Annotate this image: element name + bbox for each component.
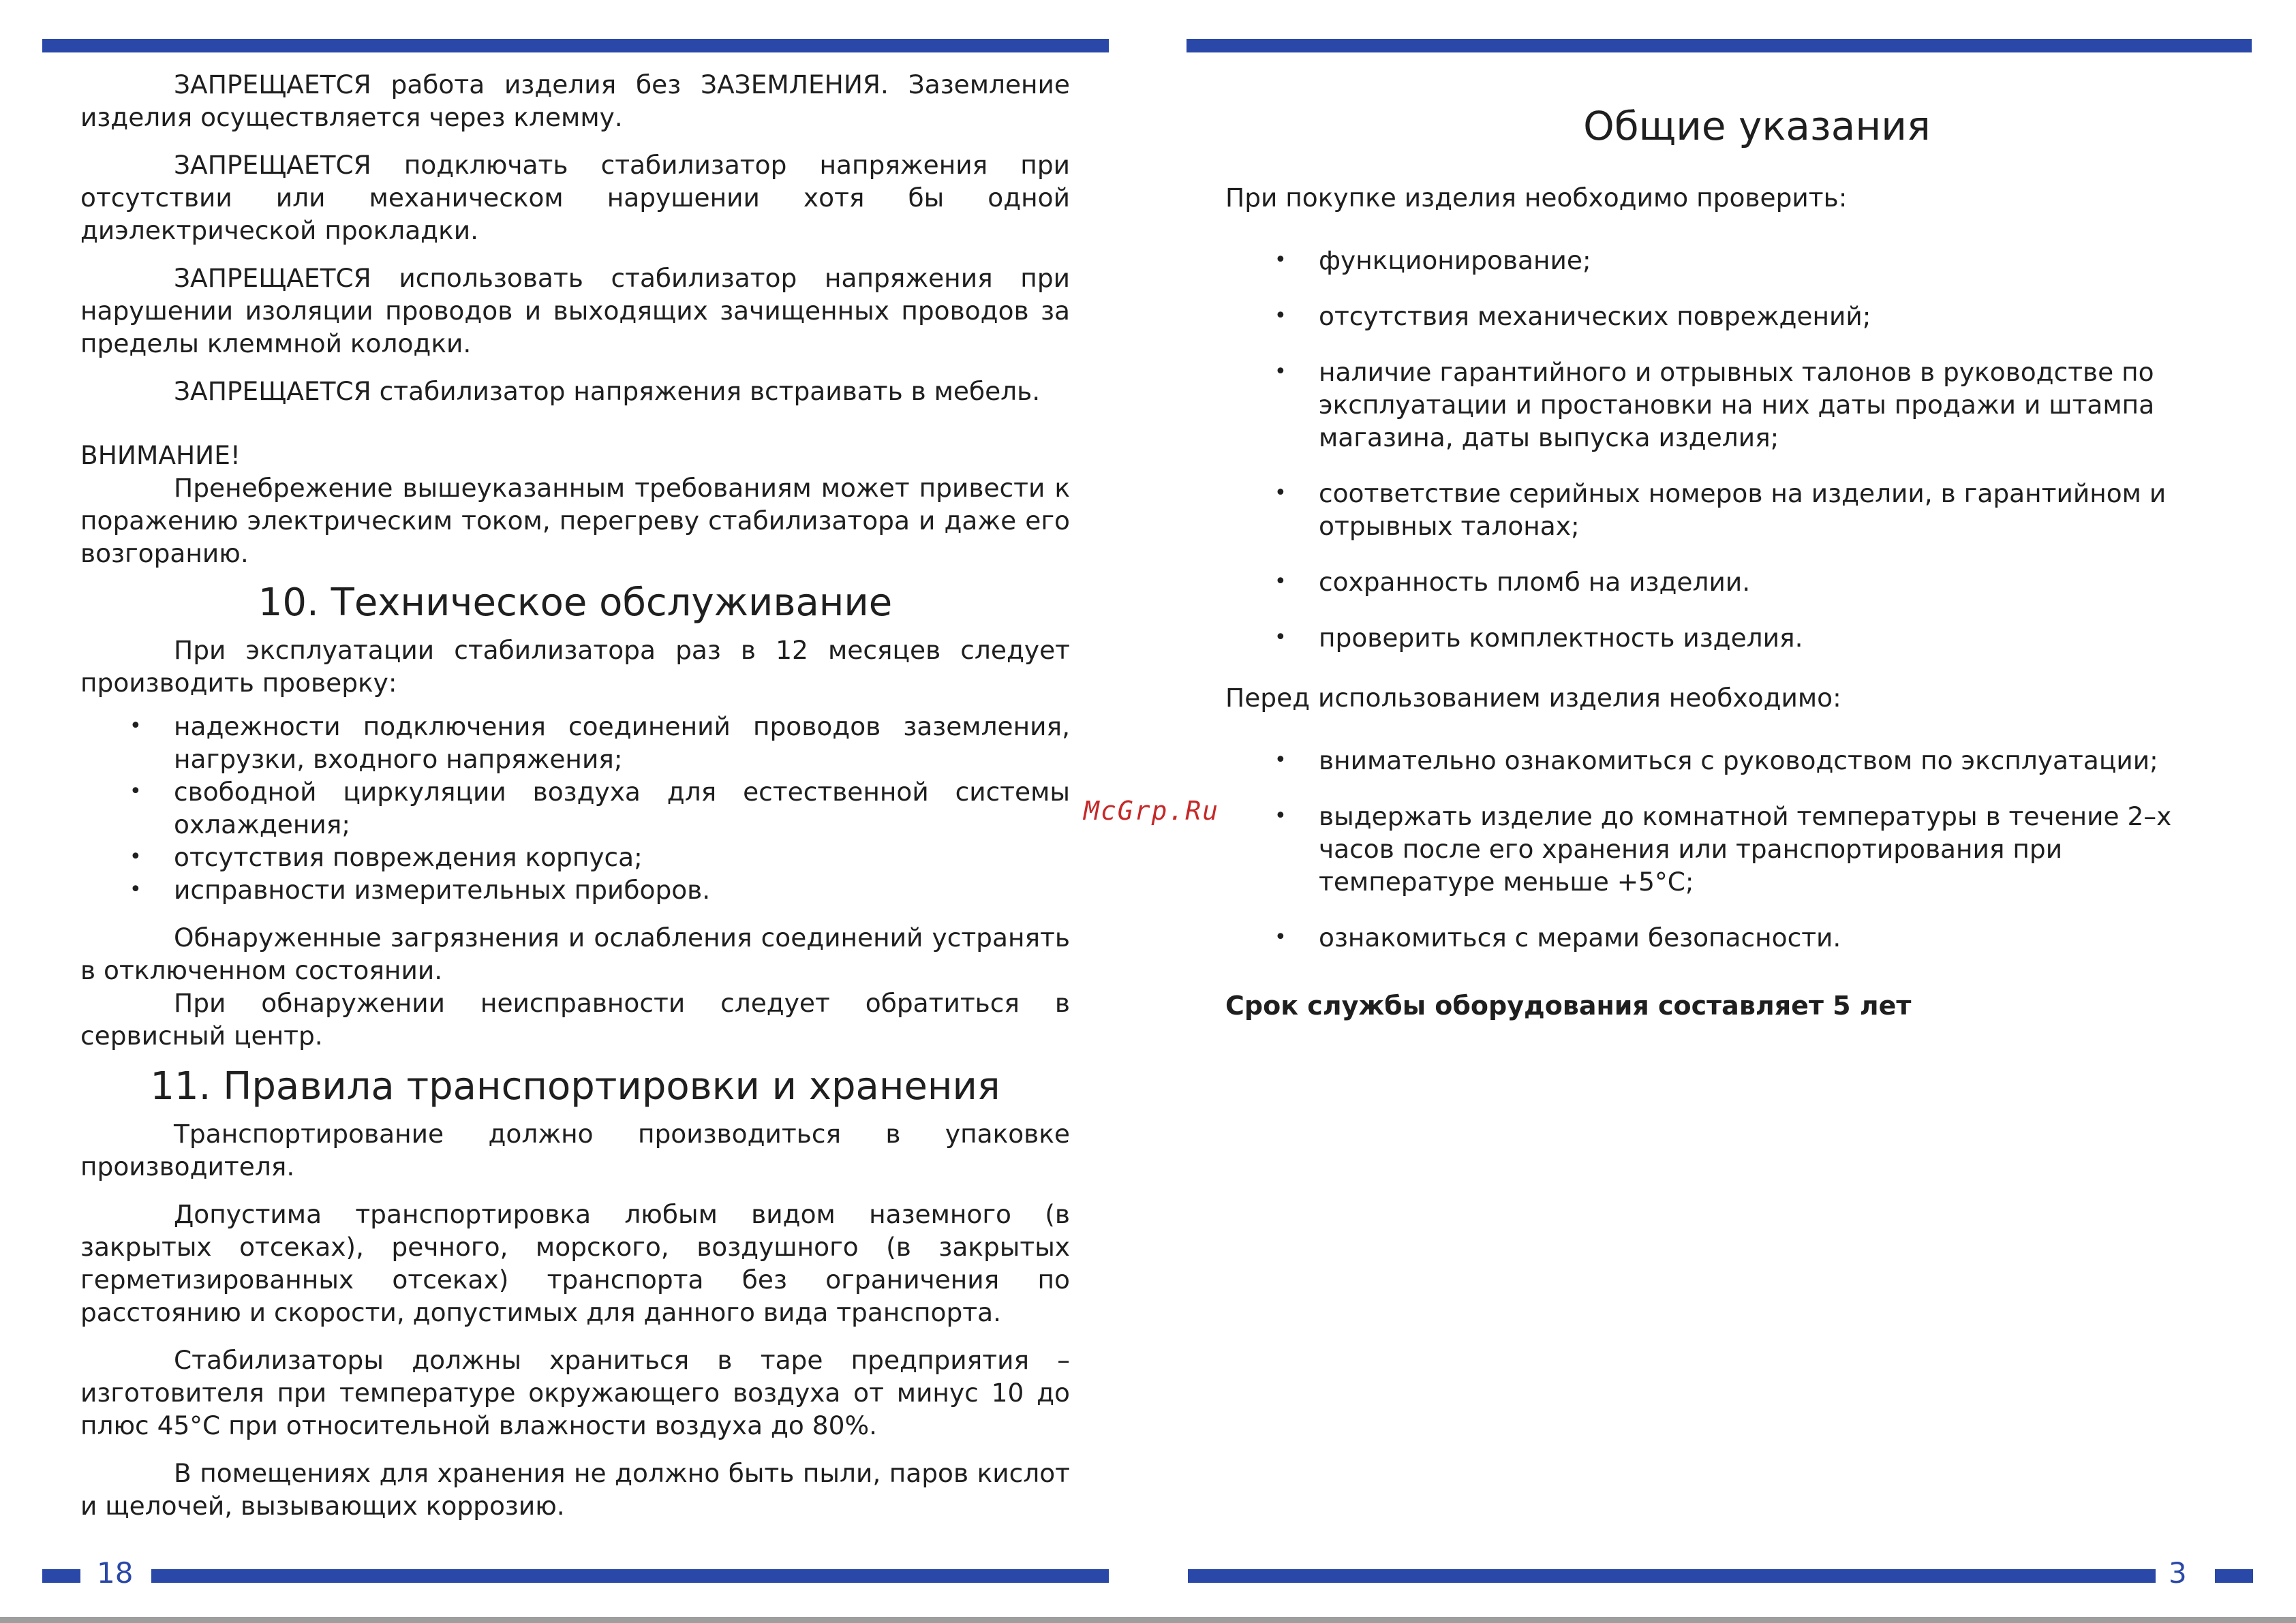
maintenance-note: Обнаруженные загрязнения и ослабления соединений устранять в отключенном состоянии. [80, 923, 1070, 985]
list-item: • отсутствия повреждения корпуса; [80, 841, 1070, 874]
list-item: • сохранность пломб на изделии. [1225, 566, 2207, 598]
transport-paragraph: Транспортирование должно производиться в упаковке производителя. [80, 1119, 1070, 1181]
list-item: • ознакомиться с мерами безопасности. [1225, 921, 2207, 954]
storage-paragraph: Стабилизаторы должны храниться в таре предприятия – изготовителя при температуре окружающего воздуха от минус 10 до плюс 45°С при относительной влажности воздуха до 80%. [80, 1345, 1070, 1440]
top-bar-left [42, 39, 1109, 52]
warning-paragraph: ЗАПРЕЩАЕТСЯ использовать стабилизатор напряжения при нарушении изоляции проводов и выходящих зачищенных проводов за пределы клеммной колодки. [80, 263, 1070, 358]
right-page [1225, 68, 2207, 1022]
bottom-edge [0, 1617, 2296, 1623]
service-life-note: Срок службы оборудования составляет 5 лет [1225, 991, 1912, 1021]
page-number-right: 3 [2169, 1556, 2187, 1590]
page-title: Общие указания [1583, 103, 1931, 149]
list-item: • надежности подключения соединений проводов заземления, нагрузки, входного напряжения; [80, 710, 1070, 775]
left-page [80, 68, 1070, 1537]
bottom-bar-left [151, 1569, 1109, 1583]
service-center-note: При обнаружении неисправности следует обратиться в сервисный центр. [80, 988, 1070, 1051]
watermark: McGrp.Ru [1084, 796, 1220, 826]
usage-intro: Перед использованием изделия необходимо: [1225, 683, 1841, 713]
list-item: • выдержать изделие до комнатной температуры в течение 2–х часов после его хранения или транспортирования при температуре меньше +5°С; [1225, 800, 2207, 898]
section-10-heading: 10. Техническое обслуживание [258, 581, 893, 625]
attention-label: ВНИМАНИЕ! [80, 440, 241, 470]
warning-paragraph: ЗАПРЕЩАЕТСЯ стабилизатор напряжения встраивать в мебель. [174, 376, 1041, 406]
attention-text: Пренебрежение вышеуказанным требованиям может привести к поражению электрическим током, перегреву стабилизатора и даже его возгоранию. [80, 473, 1070, 568]
bottom-bar-left-stub [42, 1569, 80, 1583]
list-item: • исправности измерительных приборов. [80, 874, 1070, 906]
page-number-left: 18 [97, 1556, 134, 1590]
transport-paragraph: Допустима транспортировка любым видом наземного (в закрытых отсеках), речного, морского, воздушного (в закрытых герметизированных отсеках) транспорта без ограничения по расстоянию и скорости, допустимых для данного вида транспорта. [80, 1199, 1070, 1327]
list-item: • проверить комплектность изделия. [1225, 621, 2207, 654]
warning-paragraph: ЗАПРЕЩАЕТСЯ подключать стабилизатор напряжения при отсутствии или механическом нарушении хотя бы одной диэлектрической прокладки. [80, 150, 1070, 245]
usage-checklist [1225, 744, 2207, 954]
list-item: • соответствие серийных номеров на изделии, в гарантийном и отрывных талонах; [1225, 477, 2207, 542]
maintenance-checklist [80, 710, 1070, 906]
purchase-intro: При покупке изделия необходимо проверить: [1225, 183, 1848, 213]
list-item: • функционирование; [1225, 244, 2207, 277]
warning-paragraph: ЗАПРЕЩАЕТСЯ работа изделия без ЗАЗЕМЛЕНИЯ. Заземление изделия осуществляется через клемму. [80, 69, 1070, 132]
section-11-heading: 11. Правила транспортировки и хранения [150, 1064, 1000, 1109]
purchase-checklist [1225, 244, 2207, 654]
section-10-intro: При эксплуатации стабилизатора раз в 12 месяцев следует производить проверку: [80, 635, 1070, 698]
storage-paragraph: В помещениях для хранения не должно быть пыли, паров кислот и щелочей, вызывающих коррозию. [80, 1458, 1070, 1521]
list-item: • внимательно ознакомиться с руководством по эксплуатации; [1225, 744, 2207, 777]
bottom-bar-right-stub [2215, 1569, 2253, 1583]
list-item: • отсутствия механических повреждений; [1225, 300, 2207, 333]
bottom-bar-right [1188, 1569, 2156, 1583]
top-bar-right [1187, 39, 2252, 52]
list-item: • свободной циркуляции воздуха для естественной системы охлаждения; [80, 775, 1070, 841]
list-item: • наличие гарантийного и отрывных талонов в руководстве по эксплуатации и простановки на них даты продажи и штампа магазина, даты выпуска изделия; [1225, 356, 2207, 454]
